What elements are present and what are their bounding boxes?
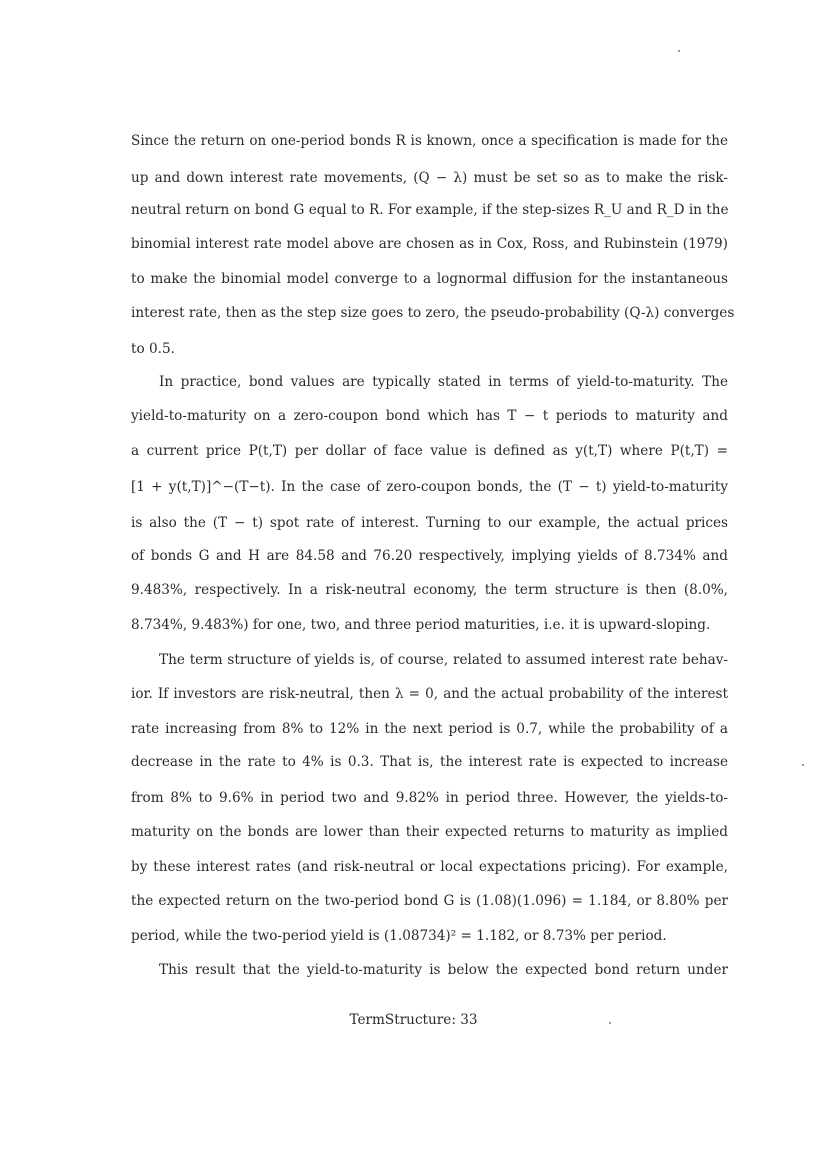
- text-line: to make the binomial model converge to a lognormal diffusion for the instantaneous: [131, 271, 728, 287]
- scan-speck: [609, 1022, 611, 1024]
- scan-speck: [802, 764, 804, 766]
- text-line: is also the (T − t) spot rate of interest. Turning to our example, the actual prices: [131, 515, 728, 531]
- text-line: a current price P(t,T) per dollar of face value is defined as y(t,T) where P(t,T) =: [131, 443, 728, 459]
- text-line: 9.483%, respectively. In a risk-neutral economy, the term structure is then (8.0%,: [131, 582, 728, 598]
- text-line: neutral return on bond G equal to R. For example, if the step-sizes R_U and R_D in the: [131, 202, 729, 218]
- text-line: yield-to-maturity on a zero-coupon bond which has T − t periods to maturity and: [131, 408, 728, 424]
- text-line: up and down interest rate movements, (Q − λ) must be set so as to make the risk-: [131, 170, 728, 186]
- page-footer: TermStructure: 33: [349, 1012, 478, 1028]
- text-line: from 8% to 9.6% in period two and 9.82% in period three. However, the yields-to-: [131, 790, 728, 806]
- text-line: 8.734%, 9.483%) for one, two, and three period maturities, i.e. it is upward-sloping.: [131, 617, 711, 633]
- text-line: Since the return on one-period bonds R is known, once a specification is made for the: [131, 133, 728, 149]
- text-line: decrease in the rate to 4% is 0.3. That is, the interest rate is expected to increase: [131, 754, 728, 770]
- text-line: to 0.5.: [131, 341, 175, 357]
- scan-speck: [678, 50, 680, 52]
- text-line: The term structure of yields is, of course, related to assumed interest rate behav-: [159, 652, 728, 668]
- text-line: interest rate, then as the step size goes to zero, the pseudo-probability (Q-λ) converges: [131, 305, 735, 321]
- text-line: the expected return on the two-period bond G is (1.08)(1.096) = 1.184, or 8.80% per: [131, 893, 728, 909]
- text-line: period, while the two-period yield is (1.08734)² = 1.182, or 8.73% per period.: [131, 928, 667, 944]
- text-line: [1 + y(t,T)]^−(T−t). In the case of zero-coupon bonds, the (T − t) yield-to-maturity: [131, 479, 728, 495]
- text-line: binomial interest rate model above are chosen as in Cox, Ross, and Rubinstein (1979): [131, 236, 728, 252]
- text-line: by these interest rates (and risk-neutral or local expectations pricing). For example,: [131, 859, 728, 875]
- text-line: rate increasing from 8% to 12% in the next period is 0.7, while the probability of a: [131, 721, 728, 737]
- text-line: maturity on the bonds are lower than their expected returns to maturity as implied: [131, 824, 728, 840]
- text-line: of bonds G and H are 84.58 and 76.20 respectively, implying yields of 8.734% and: [131, 548, 728, 564]
- text-line: ior. If investors are risk-neutral, then λ = 0, and the actual probability of the interest: [131, 686, 728, 702]
- text-line: This result that the yield-to-maturity is below the expected bond return under: [159, 962, 728, 978]
- text-line: In practice, bond values are typically stated in terms of yield-to-maturity. The: [159, 374, 728, 390]
